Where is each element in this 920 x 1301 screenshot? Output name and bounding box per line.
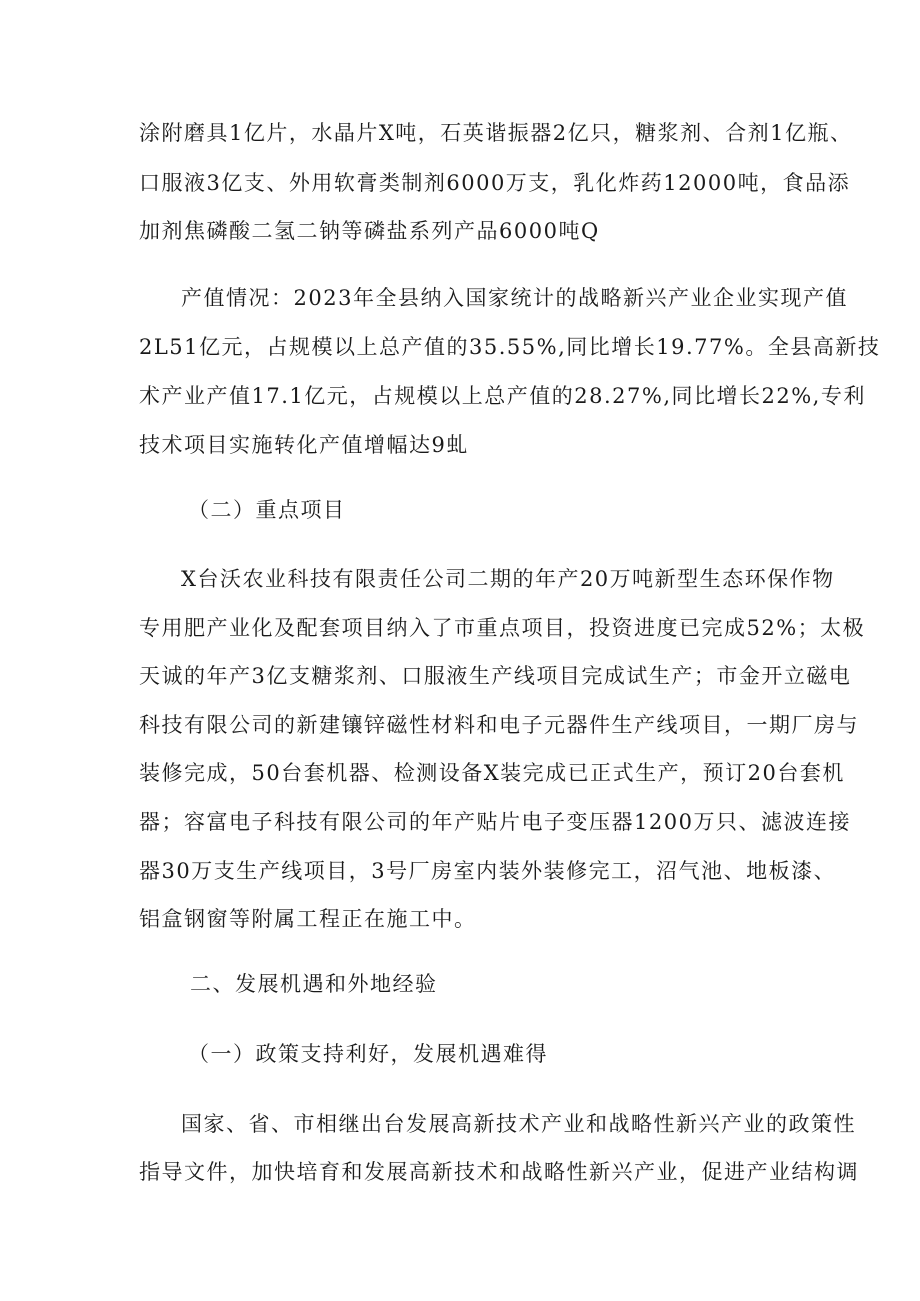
text-line: 产值情况：2023年全县纳入国家统计的战略新兴产业企业实现产值 bbox=[181, 286, 848, 310]
text-line: 加剂焦磷酸二氢二钠等磷盐系列产品6000吨Q bbox=[139, 219, 600, 243]
section-heading-opportunities: 二、发展机遇和外地经验 bbox=[190, 972, 438, 996]
text-line: X台沃农业科技有限责任公司二期的年产20万吨新型生态环保作物 bbox=[181, 567, 835, 591]
text-line: 器；容富电子科技有限公司的年产贴片电子变压器1200万只、滤波连接 bbox=[139, 810, 851, 834]
text-line: 术产业产值17.1亿元，占规模以上总产值的28.27%,同比增长22%,专利 bbox=[139, 384, 866, 408]
text-line: 科技有限公司的新建镶锌磁性材料和电子元器件生产线项目，一期厂房与 bbox=[139, 713, 859, 737]
text-line: 技术项目实施转化产值增幅达9虬 bbox=[139, 433, 469, 457]
section-heading-key-projects: （二）重点项目 bbox=[188, 498, 346, 522]
text-line: 装修完成，50台套机器、检测设备X装完成已正式生产，预订20台套机 bbox=[139, 761, 845, 785]
subsection-heading-policy: （一）政策支持利好，发展机遇难得 bbox=[188, 1042, 548, 1066]
text-line: 国家、省、市相继出台发展高新技术产业和战略性新兴产业的政策性 bbox=[181, 1112, 856, 1136]
text-line: 专用肥产业化及配套项目纳入了市重点项目，投资进度已完成52%；太极 bbox=[139, 616, 866, 640]
text-line: 2L51亿元，占规模以上总产值的35.55%,同比增长19.77%。全县高新技 bbox=[139, 335, 881, 359]
text-line: 天诚的年产3亿支糖浆剂、口服液生产线项目完成试生产；市金开立磁电 bbox=[139, 664, 852, 688]
text-line: 涂附磨具1亿片，水晶片X吨，石英谐振器2亿只，糖浆剂、合剂1亿瓶、 bbox=[139, 121, 853, 145]
text-line: 指导文件，加快培育和发展高新技术和战略性新兴产业，促进产业结构调 bbox=[139, 1160, 859, 1184]
text-line: 器30万支生产线项目，3号厂房室内装外装修完工，沼气池、地板漆、 bbox=[139, 859, 837, 883]
text-line: 铝盒钢窗等附属工程正在施工中。 bbox=[139, 907, 477, 931]
text-line: 口服液3亿支、外用软膏类制剂6000万支，乳化炸药12000吨，食品添 bbox=[139, 171, 851, 195]
